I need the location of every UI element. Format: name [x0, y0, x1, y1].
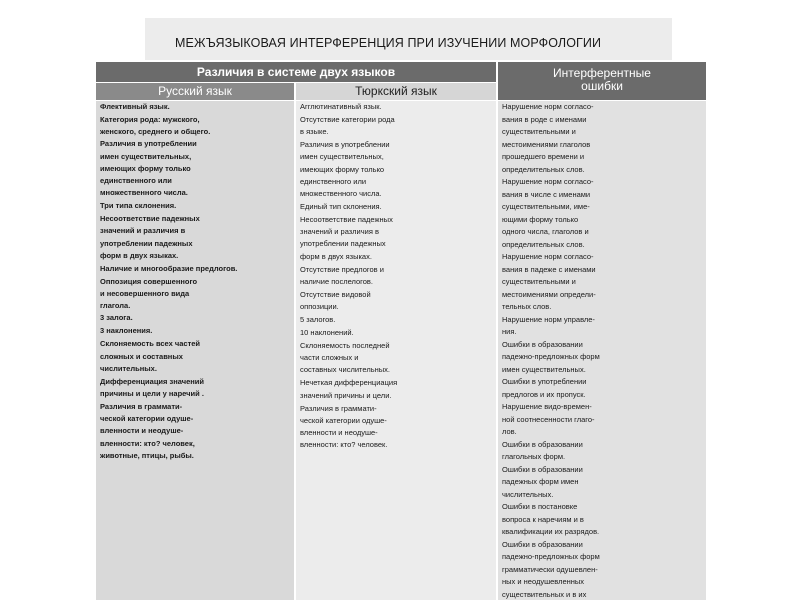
turkic-text-line: Отсутствие предлогов и	[300, 264, 384, 274]
turkic-text-line: Агглютинативный язык.	[300, 102, 382, 111]
header-language-differences	[96, 62, 496, 82]
russian-text-line: употреблении падежных	[100, 238, 193, 248]
error-text-line: существительными и	[502, 277, 576, 286]
error-text-line: лов.	[502, 427, 517, 436]
russian-text-line: вленности и неодуше-	[100, 426, 184, 436]
error-text-line: определительных слов.	[502, 164, 585, 174]
error-text-line: тельных слов.	[502, 302, 552, 311]
error-text-line: Ошибки в образовании	[502, 464, 583, 474]
error-text-line: имен существительных.	[502, 364, 586, 374]
error-text-line: квалификации их разрядов.	[502, 527, 600, 536]
error-text-line: местоимениями глаголов	[502, 139, 591, 149]
header-language-differences-label: Различия в системе двух языков	[196, 65, 396, 79]
turkic-text-line: Несоответствие падежных	[300, 215, 393, 224]
error-text-line: глагольных форм.	[502, 452, 566, 461]
russian-text-line: Категория рода: мужского,	[100, 115, 200, 124]
error-text-line: числительных.	[502, 489, 554, 499]
turkic-text-line: Отсутствие видовой	[300, 289, 371, 299]
error-text-line: местоимениями определи-	[502, 289, 596, 299]
russian-text-line: ческой категории одуше-	[100, 414, 194, 424]
russian-text-line: Оппозиция совершенного	[100, 276, 198, 286]
russian-text-line: Дифференциация значений	[100, 376, 205, 386]
russian-text-line: значений и различия в	[100, 226, 186, 236]
error-text-line: ния.	[502, 327, 517, 336]
turkic-text-line: употреблении падежных	[300, 239, 386, 249]
turkic-text-line: в языке.	[300, 127, 329, 137]
comparison-table	[96, 62, 706, 600]
error-text-line: Ошибки в постановке	[502, 502, 578, 511]
russian-text-line: Различия в употреблении	[100, 139, 197, 149]
error-text-line: ющими форму только	[502, 214, 579, 224]
error-text-line: Нарушение норм согласо-	[502, 177, 594, 186]
header-russian-language	[96, 83, 294, 100]
russian-column	[96, 101, 294, 600]
russian-text-line: женского, среднего и общего.	[100, 127, 211, 137]
turkic-text-line: Различия в употреблении	[300, 140, 390, 150]
turkic-text-line: вленности и неодуше-	[300, 428, 378, 437]
turkic-text-line: Нечеткая дифференциация	[300, 378, 398, 388]
error-text-line: Нарушение видо-времен-	[502, 402, 592, 411]
turkic-text-line: ческой категории одуше-	[300, 415, 387, 425]
turkic-text-line: значений и различия в	[300, 227, 379, 237]
error-text-line: вания в падеже с именами	[502, 264, 596, 274]
russian-text-line: числительных.	[100, 363, 157, 373]
russian-text-line: животные, птицы, рыбы.	[100, 450, 194, 460]
turkic-text-line: части сложных и	[300, 353, 359, 363]
turkic-text-line: Единый тип склонения.	[300, 202, 382, 211]
russian-text-line: сложных и составных	[100, 351, 183, 361]
error-text-line: Нарушение норм согласо-	[502, 252, 594, 261]
russian-text-line: Несоответствие падежных	[100, 214, 200, 224]
error-text-line: падежно-предложных форм	[502, 552, 600, 561]
error-text-line: вания в числе с именами	[502, 189, 591, 199]
error-text-line: ной соотнесенности глаго-	[502, 414, 595, 424]
turkic-text-line: Различия в граммати-	[300, 403, 377, 413]
russian-text-line: единственного или	[100, 176, 172, 185]
error-text-line: падежно-предложных форм	[502, 352, 600, 361]
russian-text-line: Три типа склонения.	[100, 201, 177, 211]
russian-text-line: 3 наклонения.	[100, 326, 153, 336]
error-text-line: одного числа, глаголов и	[502, 227, 589, 236]
error-text-line: вопроса к наречиям и в	[502, 514, 584, 524]
error-text-line: существительных и в их	[502, 589, 587, 599]
error-text-line: Ошибки в образовании	[502, 439, 583, 449]
turkic-text-line: множественного числа.	[300, 189, 382, 198]
error-text-line: ных и неодушевленных	[502, 577, 585, 586]
russian-text-line: имеющих форму только	[100, 163, 191, 173]
header-russian-label: Русский язык	[158, 84, 232, 98]
russian-text-line: множественного числа.	[100, 188, 188, 198]
error-text-line: Нарушение норм управле-	[502, 314, 595, 324]
russian-text-line: причины и цели у наречий .	[100, 389, 204, 398]
russian-text-line: 3 залога.	[100, 313, 133, 323]
turkic-text-line: имеющих форму только	[300, 164, 385, 174]
error-text-line: Ошибки в образовании	[502, 339, 583, 349]
russian-text-line: Флективный язык.	[100, 102, 170, 111]
error-text-line: падежных форм имен	[502, 477, 579, 486]
russian-text-line: вленности: кто? человек,	[100, 438, 195, 448]
errors-column	[498, 101, 706, 600]
header-errors-line-1: Интерферентные	[553, 66, 651, 80]
turkic-text-line: оппозиции.	[300, 302, 339, 311]
turkic-text-line: вленности: кто? человек.	[300, 440, 388, 450]
error-text-line: Нарушение норм согласо-	[502, 102, 594, 111]
error-text-line: Ошибки в образовании	[502, 539, 583, 549]
turkic-column	[296, 101, 496, 600]
russian-text-line: и несовершенного вида	[100, 289, 190, 298]
header-interference-errors	[498, 62, 706, 100]
header-errors-line-2: ошибки	[581, 79, 623, 93]
turkic-text-line: Отсутствие категории рода	[300, 115, 395, 124]
turkic-text-line: Склоняемость последней	[300, 341, 390, 350]
turkic-text-line: значений причины и цели.	[300, 390, 392, 400]
error-text-line: определительных слов.	[502, 239, 585, 249]
header-turkic-label: Тюркский язык	[355, 84, 437, 98]
turkic-text-line: единственного или	[300, 176, 367, 186]
turkic-text-line: имен существительных,	[300, 152, 384, 162]
russian-text-line: Различия в граммати-	[100, 402, 183, 411]
error-text-line: существительными и	[502, 127, 576, 136]
slide-title: МЕЖЪЯЗЫКОВАЯ ИНТЕРФЕРЕНЦИЯ ПРИ ИЗУЧЕНИИ МОРФОЛОГИИ	[175, 36, 602, 50]
turkic-text-line: форм в двух языках.	[300, 251, 372, 261]
russian-text-line: Склоняемость всех частей	[100, 339, 201, 349]
error-text-line: прошедшего времени и	[502, 152, 585, 161]
error-text-line: существительными, име-	[502, 202, 590, 211]
russian-text-line: имен существительных,	[100, 151, 192, 161]
error-text-line: Ошибки в употреблении	[502, 377, 587, 386]
turkic-text-line: 5 залогов.	[300, 315, 336, 324]
turkic-text-line: наличие послелогов.	[300, 276, 373, 286]
error-text-line: предлогов и их пропуск.	[502, 389, 586, 399]
error-text-line: вания в роде с именами	[502, 114, 587, 124]
russian-text-line: Наличие и многообразие предлогов.	[100, 263, 238, 273]
turkic-text-line: 10 наклонений.	[300, 328, 354, 337]
turkic-text-line: составных числительных.	[300, 365, 390, 375]
header-turkic-language	[296, 83, 496, 100]
russian-text-line: глагола.	[100, 301, 131, 311]
error-text-line: грамматически одушевлен-	[502, 564, 598, 574]
russian-text-line: форм в двух языках.	[100, 250, 179, 260]
